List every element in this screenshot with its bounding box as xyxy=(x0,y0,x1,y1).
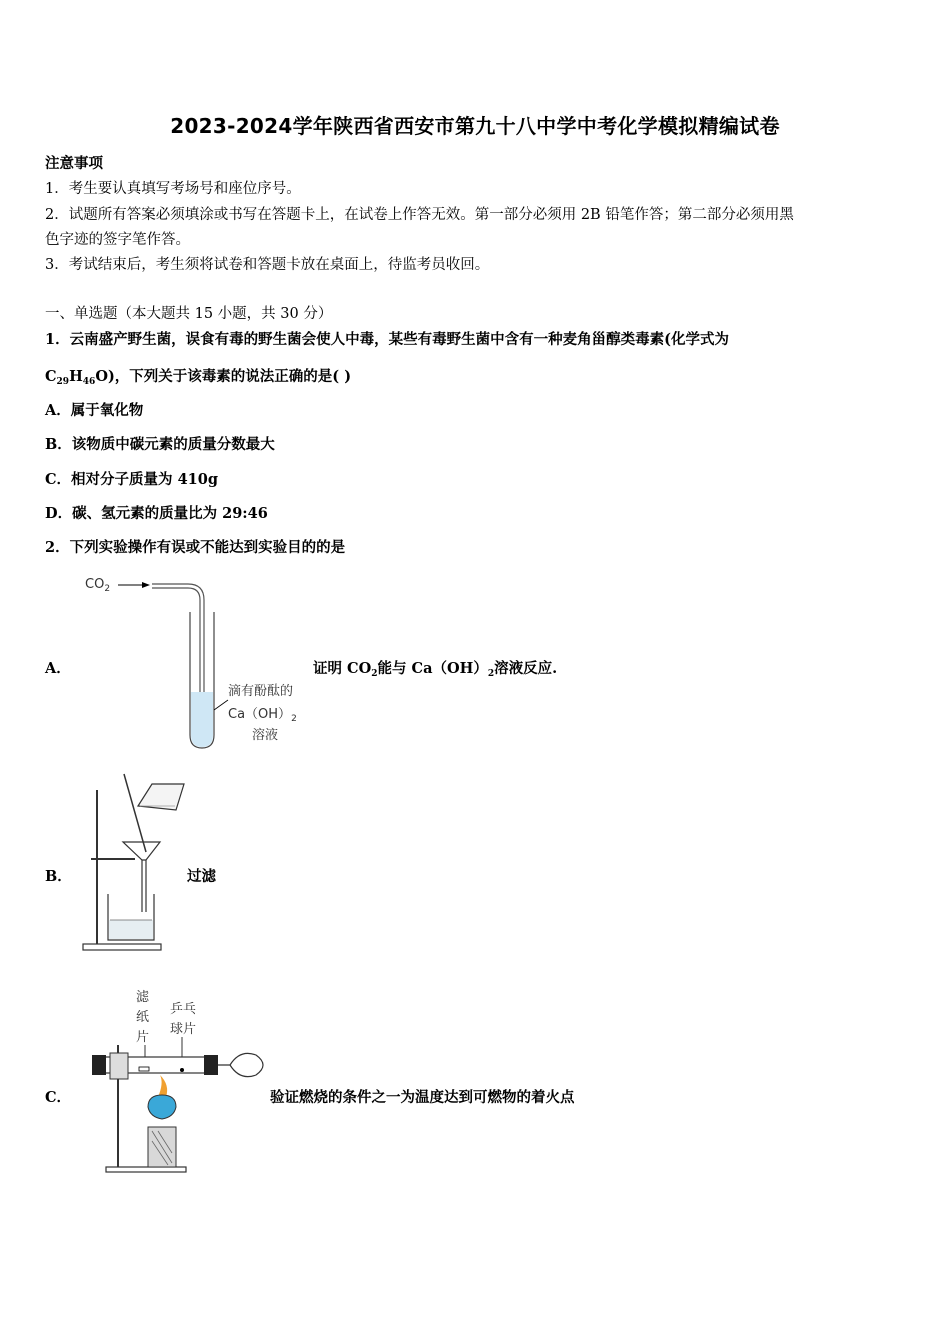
fig-a-gas-label: $CO_2$ xyxy=(85,577,111,594)
q2-option-c-text: 验证燃烧的条件之一为温度达到可燃物的着火点 xyxy=(270,1089,575,1106)
q2-option-a-label: A． xyxy=(45,660,71,677)
q1-stem-line-1: 1．云南盛产野生菌，误食有毒的野生菌会使人中毒，某些有毒野生菌中含有一种麦角甾醇类毒素(化学式为 xyxy=(45,331,729,348)
q2-option-a-text: 证明 $CO_2$能与 $Ca(OH)_2$溶液反应. xyxy=(313,660,558,679)
fig-a-label-3: 溶液 xyxy=(252,728,279,743)
formula-tail: O)，下列关于该毒素的说法正确的是( ) xyxy=(95,368,352,385)
q1-option-c: C．相对分子质量为 410g xyxy=(45,471,218,488)
fig-a-label-1: 滴有酚酞的 xyxy=(228,684,294,699)
fig-a-label-2: $Ca(OH)_2$ xyxy=(228,707,297,724)
notice-item-1: 1．考生要认真填写考场号和座位序号。 xyxy=(45,181,301,197)
q2-option-b-label: B． xyxy=(45,868,72,885)
q1-option-d: D．碳、氢元素的质量比为 29:46 xyxy=(45,505,268,522)
formula-c-sub: 29 xyxy=(56,377,70,387)
section-heading: 一、单选题（本大题共 15 小题，共 30 分） xyxy=(45,306,333,322)
figure-a-test-tube xyxy=(80,570,320,755)
page-title: 2023-2024学年陕西省西安市第九十八中学中考化学模拟精编试卷 xyxy=(170,114,780,138)
formula-h: H xyxy=(69,368,83,385)
q1-option-a: A．属于氧化物 xyxy=(45,402,144,419)
notice-heading: 注意事项 xyxy=(45,155,103,172)
notice-item-2-line-1: 2．试题所有答案必须填涂或书写在答题卡上，在试卷上作答无效。第一部分必须用 2B 铅笔作答；第二部分必须用黑 xyxy=(45,207,794,223)
q2-stem: 2．下列实验操作有误或不能达到实验目的的是 xyxy=(45,539,346,556)
q2-option-c-label: C． xyxy=(45,1089,72,1106)
svg-text:球片: 球片 xyxy=(170,1022,197,1037)
q2-option-b-text: 过滤 xyxy=(187,868,216,885)
notice-item-2-line-2: 色字迹的签字笔作答。 xyxy=(45,232,190,248)
formula-h-sub: 46 xyxy=(82,377,96,387)
svg-text:滤: 滤 xyxy=(136,990,150,1005)
formula-c: C xyxy=(45,368,57,385)
figure-b-filtration xyxy=(80,772,200,957)
figure-c-combustion xyxy=(88,985,268,1175)
svg-text:乒乓: 乒乓 xyxy=(170,1002,197,1017)
svg-text:片: 片 xyxy=(136,1030,150,1045)
svg-text:纸: 纸 xyxy=(136,1010,150,1025)
q1-option-b: B．该物质中碳元素的质量分数最大 xyxy=(45,436,275,453)
notice-item-3: 3．考试结束后，考生须将试卷和答题卡放在桌面上，待监考员收回。 xyxy=(45,257,490,273)
q1-stem-line-2 xyxy=(45,365,351,387)
